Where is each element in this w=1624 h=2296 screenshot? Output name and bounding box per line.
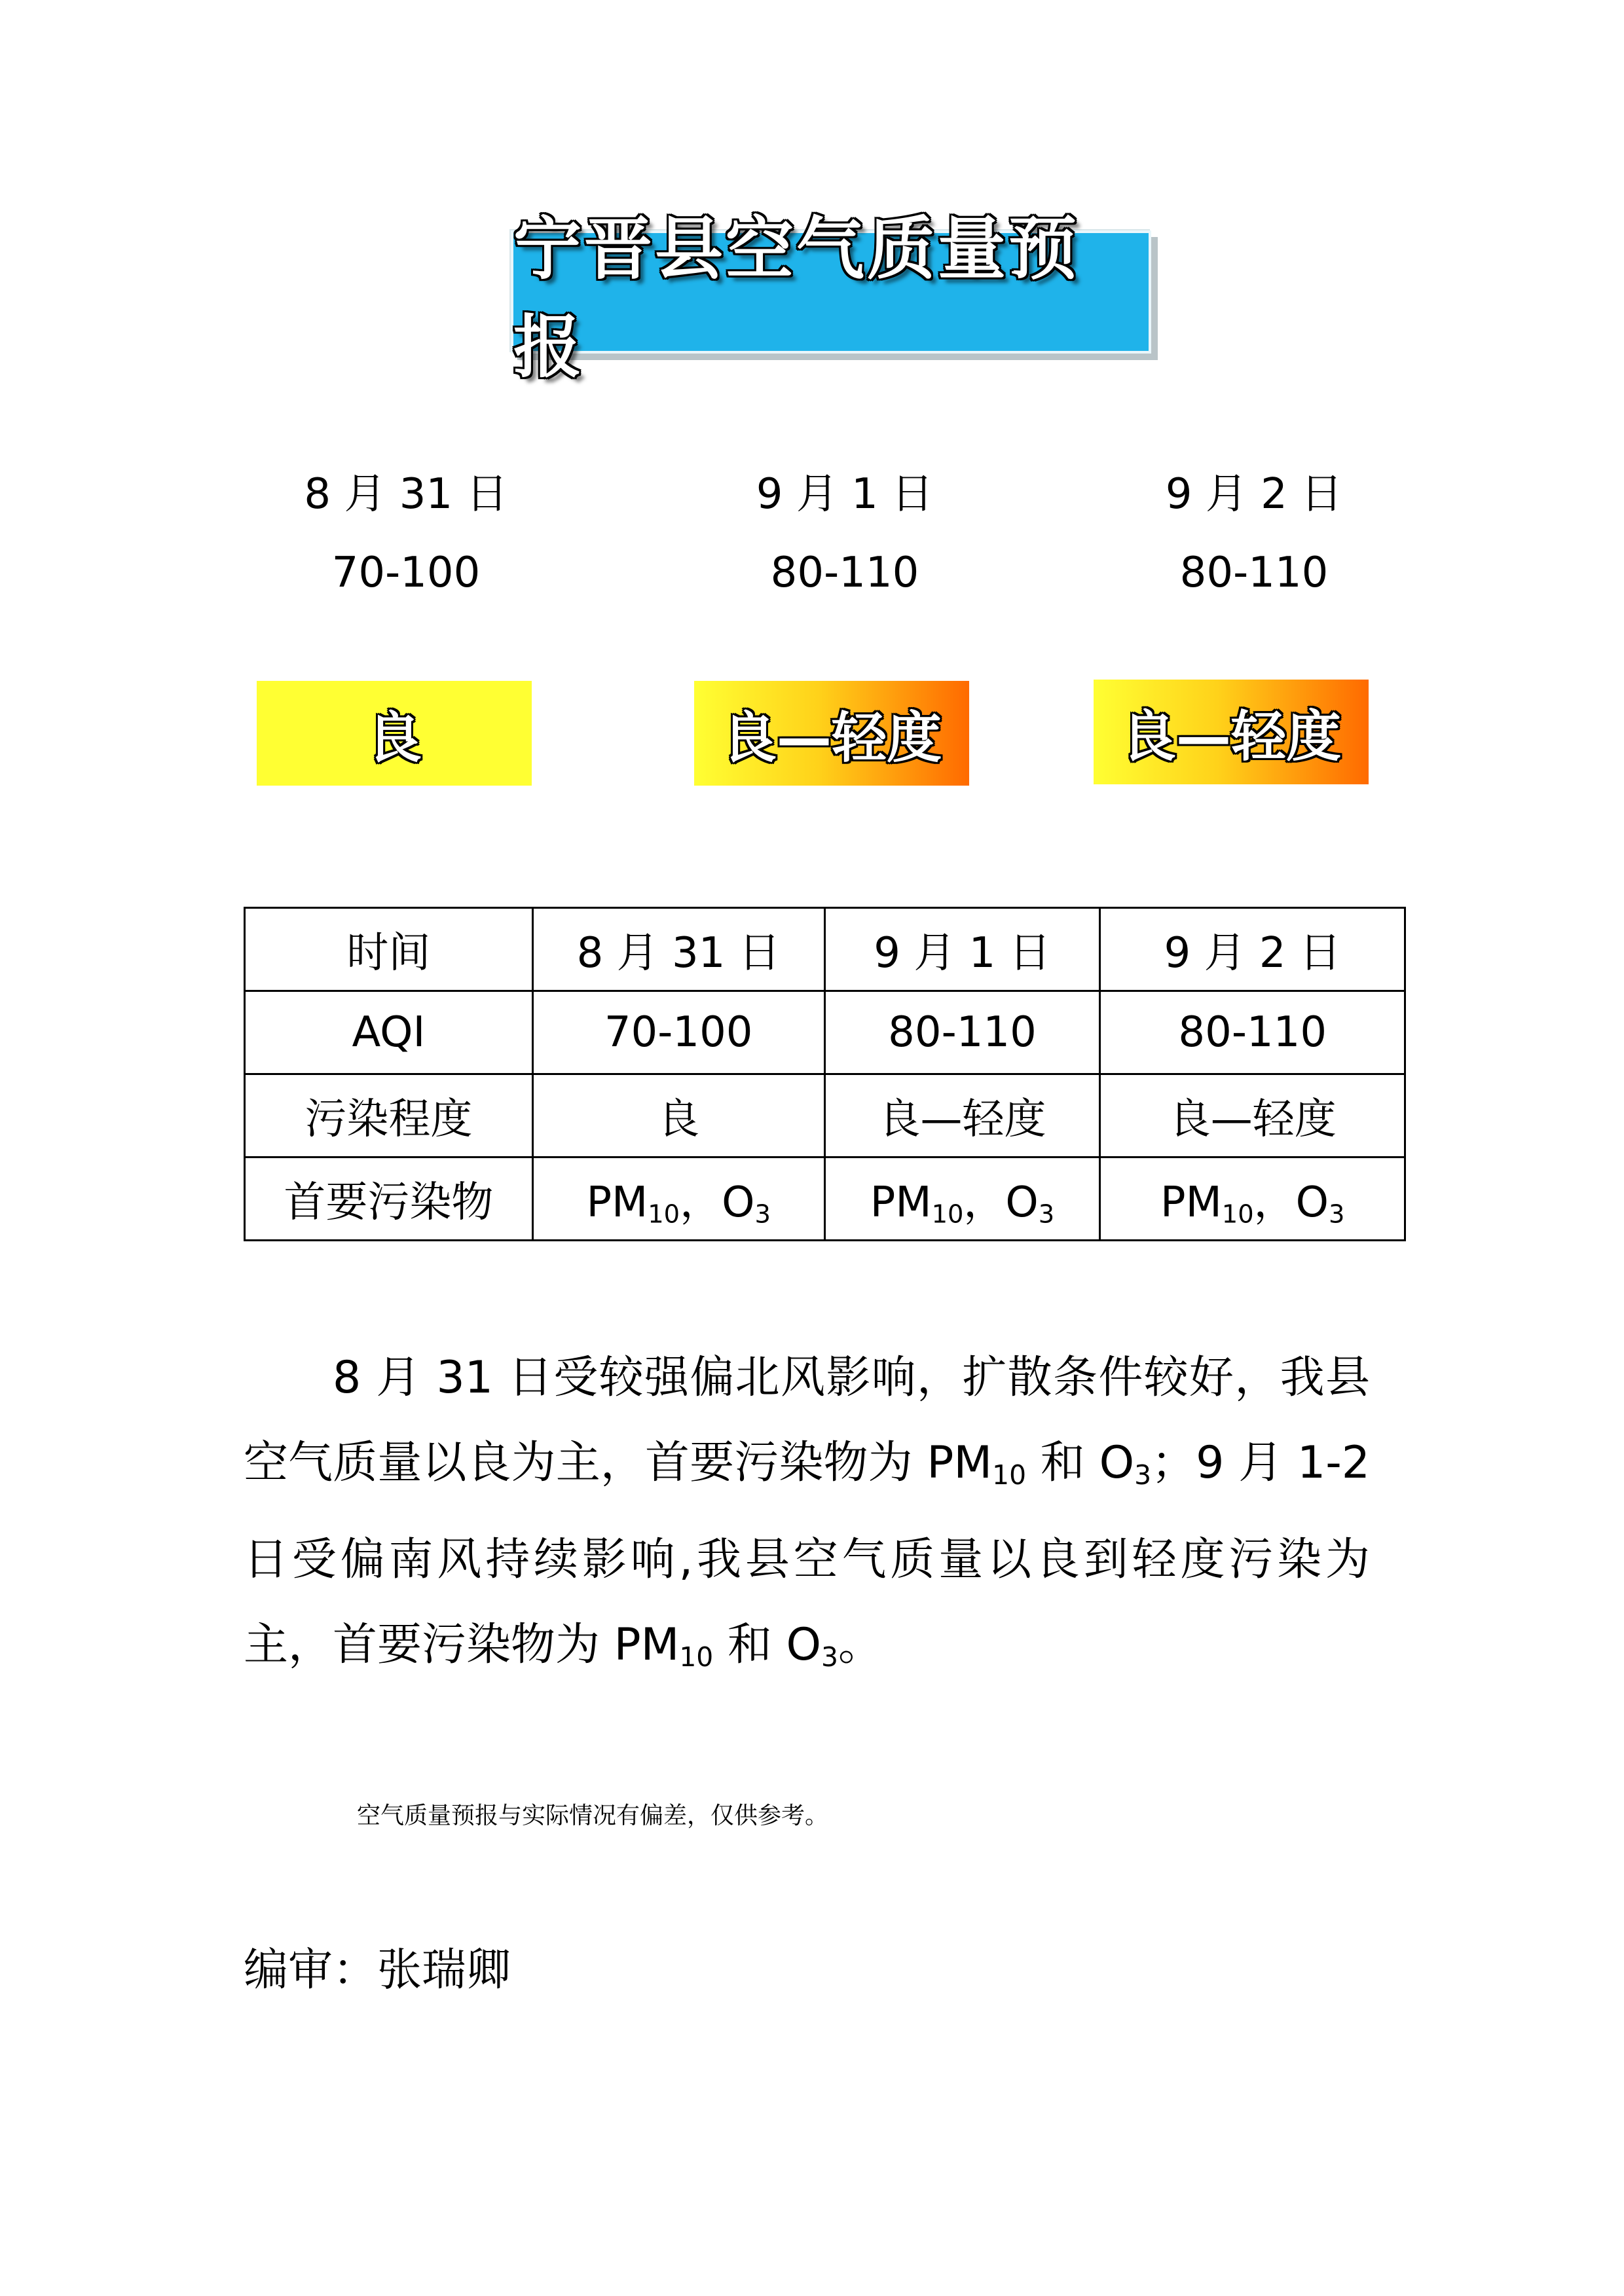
table-cell: 良—轻度 <box>824 1074 1100 1157</box>
table-cell: 首要污染物 <box>245 1157 533 1241</box>
level-badge-sep2 <box>1094 680 1369 784</box>
editor-credit: 编审：张瑞卿 <box>244 1944 511 1996</box>
table-cell: 9 月 2 日 <box>1100 908 1405 991</box>
table-cell: 70-100 <box>532 991 824 1074</box>
level-badge-aug31 <box>257 681 532 786</box>
table-cell: 8 月 31 日 <box>532 908 824 991</box>
table-cell: 良 <box>532 1074 824 1157</box>
day-aqi: 80-110 <box>770 549 919 597</box>
level-badge-label: 良 <box>366 705 422 770</box>
day-summary-aug31 <box>275 455 537 612</box>
page-title: 宁晋县空气质量预报 <box>513 209 1080 387</box>
table-row <box>245 1074 1405 1157</box>
table-cell: 时间 <box>245 908 533 991</box>
day-aqi: 80-110 <box>1179 549 1329 597</box>
table-row <box>245 991 1405 1074</box>
day-aqi: 70-100 <box>331 549 481 597</box>
level-badge-label: 良—轻度 <box>721 705 942 770</box>
forecast-table <box>244 907 1406 1241</box>
day-summary-sep1 <box>714 455 976 612</box>
disclaimer-note: 空气质量预报与实际情况有偏差，仅供参考。 <box>357 1802 829 1829</box>
pollutant-cell: $PM_{10}$，$O_3$ <box>1100 1157 1405 1241</box>
pollutant-cell: $PM_{10}$，$O_3$ <box>532 1157 824 1241</box>
table-cell: AQI <box>245 991 533 1074</box>
table-cell: 良—轻度 <box>1100 1074 1405 1157</box>
table-row <box>245 1157 1405 1241</box>
pollutant-cell: $PM_{10}$，$O_3$ <box>824 1157 1100 1241</box>
forecast-description: 8 月 31 日受较强偏北风影响，扩散条件较好，我县空气质量以良为主，首要污染物为 $PM_{10}$ 和 $O_3$；9 月 1-2 日受偏南风持续影响,我县空气质量以良到轻度污染为主，首要污染物为 $PM_{10}$ 和 $O_3$。 <box>244 1352 1371 1673</box>
title-banner <box>511 209 1151 387</box>
table-cell: 9 月 1 日 <box>824 908 1100 991</box>
table-cell: 80-110 <box>824 991 1100 1074</box>
day-summary-sep2 <box>1123 455 1385 612</box>
day-date: 8 月 31 日 <box>304 470 508 519</box>
level-badge-sep1 <box>694 681 969 786</box>
level-badge-label: 良—轻度 <box>1120 704 1341 769</box>
table-cell: 80-110 <box>1100 991 1405 1074</box>
day-date: 9 月 2 日 <box>1165 470 1343 519</box>
table-cell: 污染程度 <box>245 1074 533 1157</box>
table-row <box>245 908 1405 991</box>
day-date: 9 月 1 日 <box>756 470 934 519</box>
